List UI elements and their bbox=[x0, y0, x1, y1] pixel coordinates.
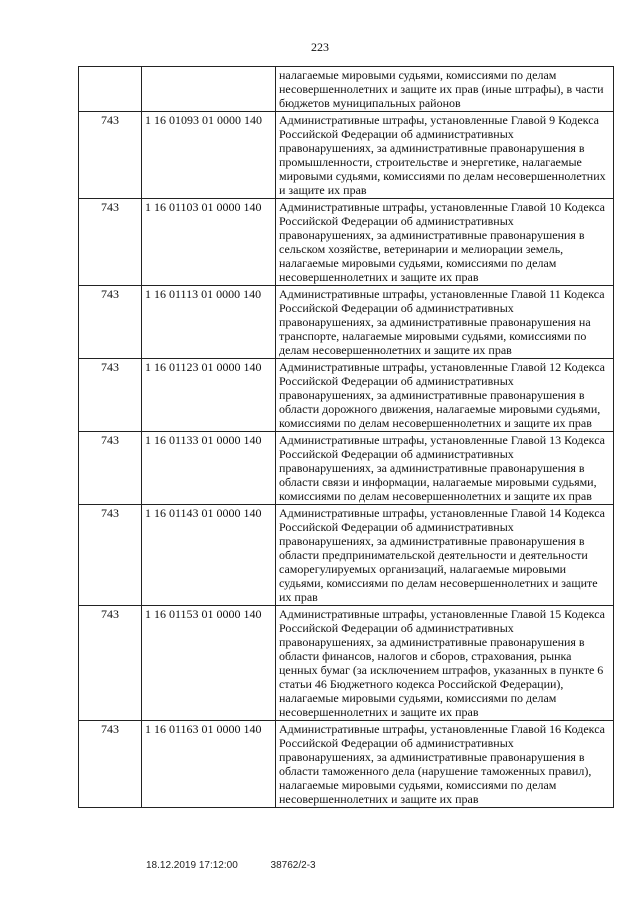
kbk-code-cell: 1 16 01143 01 0000 140 bbox=[142, 505, 276, 606]
description-cell: Административные штрафы, установленные Главой 10 Кодекса Российской Федерации об административных правонарушениях, за административные правонарушения в сельском хозяйстве, ветеринарии и мелиорации земель, налагаемые мировыми судьями, комиссиями по делам несовершеннолетних и защите их прав bbox=[276, 199, 614, 286]
footer-timestamp: 18.12.2019 17:12:00 bbox=[146, 860, 238, 871]
description-cell: Административные штрафы, установленные Главой 16 Кодекса Российской Федерации об административных правонарушениях, за административные правонарушения в области таможенного дела (нарушение таможенных правил), налагаемые мировыми судьями, комиссиями по делам несовершеннолетних и защите их прав bbox=[276, 721, 614, 808]
admin-code-cell: 743 bbox=[79, 606, 142, 721]
kbk-code-cell: 1 16 01133 01 0000 140 bbox=[142, 432, 276, 505]
description-cell: Административные штрафы, установленные Главой 15 Кодекса Российской Федерации об административных правонарушениях, за административные правонарушения в области финансов, налогов и сборов, страхования, рынка ценных бумаг (за исключением штрафов, указанных в пункте 6 статьи 46 Бюджетного кодекса Российской Федерации), налагаемые мировыми судьями, комиссиями по делам несовершеннолетних и защите их прав bbox=[276, 606, 614, 721]
table-row bbox=[79, 112, 614, 199]
kbk-code-cell: 1 16 01093 01 0000 140 bbox=[142, 112, 276, 199]
description-cell: Административные штрафы, установленные Главой 11 Кодекса Российской Федерации об административных правонарушениях, за административные правонарушения на транспорте, налагаемые мировыми судьями, комиссиями по делам несовершеннолетних и защите их прав bbox=[276, 286, 614, 359]
kbk-code-cell: 1 16 01123 01 0000 140 bbox=[142, 359, 276, 432]
kbk-code-cell: 1 16 01103 01 0000 140 bbox=[142, 199, 276, 286]
document-footer bbox=[146, 860, 316, 871]
kbk-code-cell bbox=[142, 67, 276, 112]
table-row bbox=[79, 432, 614, 505]
admin-code-cell: 743 bbox=[79, 721, 142, 808]
description-cell: Административные штрафы, установленные Главой 14 Кодекса Российской Федерации об административных правонарушениях, за административные правонарушения в области предпринимательской деятельности и деятельности саморегулируемых организаций, налагаемые мировыми судьями, комиссиями по делам несовершеннолетних и защите их прав bbox=[276, 505, 614, 606]
table-row bbox=[79, 67, 614, 112]
table-row bbox=[79, 286, 614, 359]
kbk-code-cell: 1 16 01163 01 0000 140 bbox=[142, 721, 276, 808]
table-row bbox=[79, 199, 614, 286]
description-cell: налагаемые мировыми судьями, комиссиями по делам несовершеннолетних и защите их прав (иные штрафы), в части бюджетов муниципальных районов bbox=[276, 67, 614, 112]
admin-code-cell bbox=[79, 67, 142, 112]
admin-code-cell: 743 bbox=[79, 432, 142, 505]
footer-document-id: 38762/2-3 bbox=[270, 860, 316, 871]
table-row bbox=[79, 505, 614, 606]
page-number: 223 bbox=[311, 40, 329, 54]
admin-code-cell: 743 bbox=[79, 112, 142, 199]
description-cell: Административные штрафы, установленные Главой 12 Кодекса Российской Федерации об административных правонарушениях, за административные правонарушения в области дорожного движения, налагаемые мировыми судьями, комиссиями по делам несовершеннолетних и защите их прав bbox=[276, 359, 614, 432]
kbk-code-cell: 1 16 01113 01 0000 140 bbox=[142, 286, 276, 359]
admin-code-cell: 743 bbox=[79, 505, 142, 606]
admin-code-cell: 743 bbox=[79, 199, 142, 286]
budget-classification-table bbox=[78, 66, 614, 808]
table-row bbox=[79, 359, 614, 432]
description-cell: Административные штрафы, установленные Главой 9 Кодекса Российской Федерации об административных правонарушениях, за административные правонарушения в промышленности, строительстве и энергетике, налагаемые мировыми судьями, комиссиями по делам несовершеннолетних и защите их прав bbox=[276, 112, 614, 199]
table-row bbox=[79, 606, 614, 721]
admin-code-cell: 743 bbox=[79, 359, 142, 432]
description-cell: Административные штрафы, установленные Главой 13 Кодекса Российской Федерации об административных правонарушениях, за административные правонарушения в области связи и информации, налагаемые мировыми судьями, комиссиями по делам несовершеннолетних и защите их прав bbox=[276, 432, 614, 505]
table-row bbox=[79, 721, 614, 808]
kbk-code-cell: 1 16 01153 01 0000 140 bbox=[142, 606, 276, 721]
admin-code-cell: 743 bbox=[79, 286, 142, 359]
